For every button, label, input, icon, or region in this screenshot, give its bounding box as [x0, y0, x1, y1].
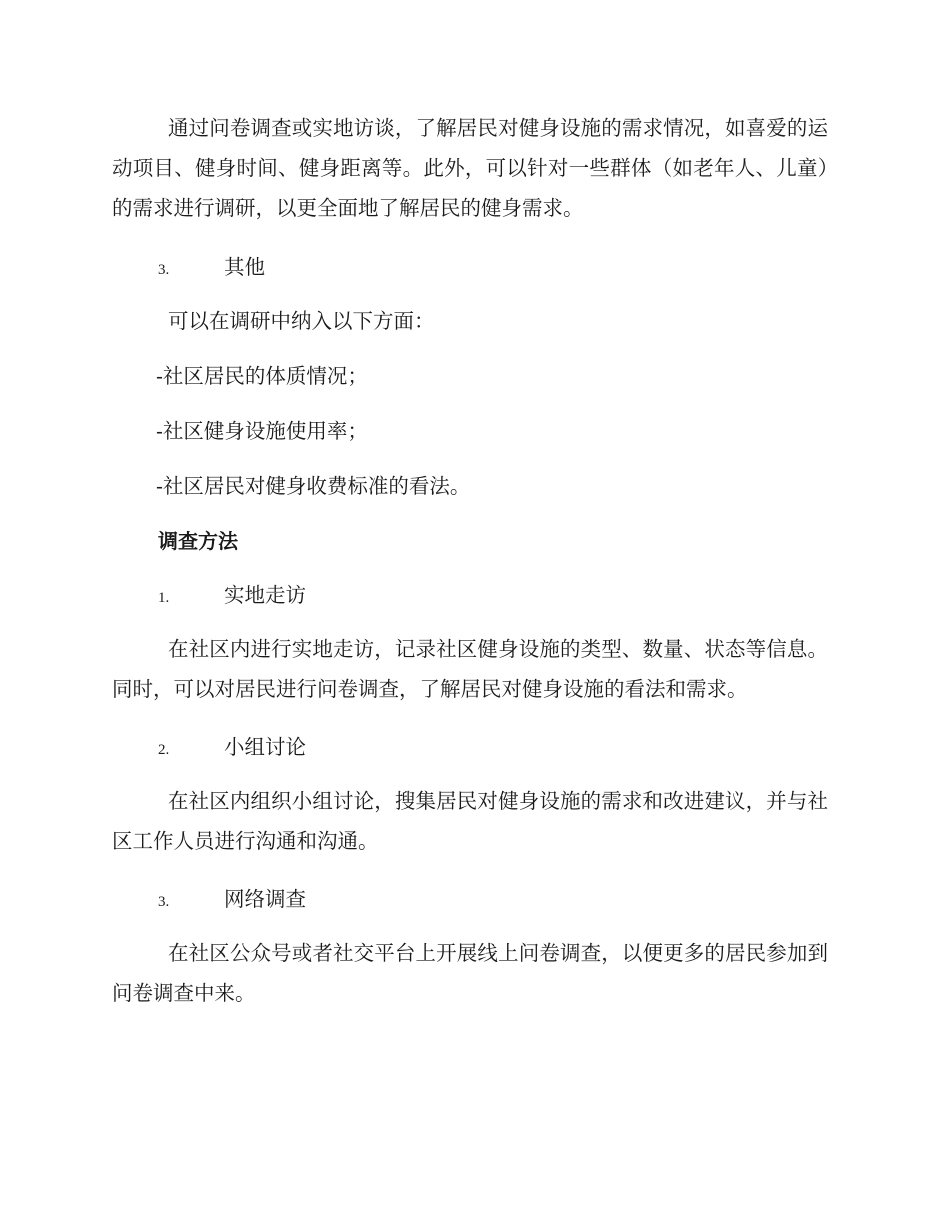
item-title: 实地走访	[224, 583, 306, 607]
bullet-item: -社区健身设施使用率；	[156, 419, 368, 443]
method-paragraph: 在社区公众号或者社交平台上开展线上问卷调查，以便更多的居民参加到问卷调查中来。	[112, 941, 828, 1005]
method-item-heading	[158, 733, 874, 764]
item-number: 3.	[158, 262, 170, 278]
bullet-item: -社区居民对健身收费标准的看法。	[156, 474, 471, 498]
methods-heading: 调查方法	[158, 529, 238, 553]
item-number: 3.	[158, 894, 170, 910]
item-title: 网络调查	[224, 887, 306, 911]
other-intro-text: 可以在调研中纳入以下方面：	[168, 309, 435, 333]
bullet-item: -社区居民的体质情况；	[156, 364, 368, 388]
method-item-heading	[158, 885, 874, 916]
section-other-heading	[158, 253, 874, 284]
method-paragraph: 在社区内组织小组讨论，搜集居民对健身设施的需求和改进建议，并与社区工作人员进行沟通和沟通。	[112, 789, 828, 853]
item-number: 2.	[158, 742, 170, 758]
method-item-heading	[158, 581, 874, 612]
intro-paragraph: 通过问卷调查或实地访谈，了解居民对健身设施的需求情况，如喜爱的运动项目、健身时间、健身距离等。此外，可以针对一些群体（如老年人、儿童）的需求进行调研，以更全面地了解居民的健身需求。	[112, 116, 828, 220]
item-number: 1.	[158, 590, 170, 606]
item-title: 其他	[224, 255, 265, 279]
method-paragraph: 在社区内进行实地走访，记录社区健身设施的类型、数量、状态等信息。同时，可以对居民进行问卷调查，了解居民对健身设施的看法和需求。	[112, 637, 828, 701]
item-title: 小组讨论	[224, 735, 306, 759]
